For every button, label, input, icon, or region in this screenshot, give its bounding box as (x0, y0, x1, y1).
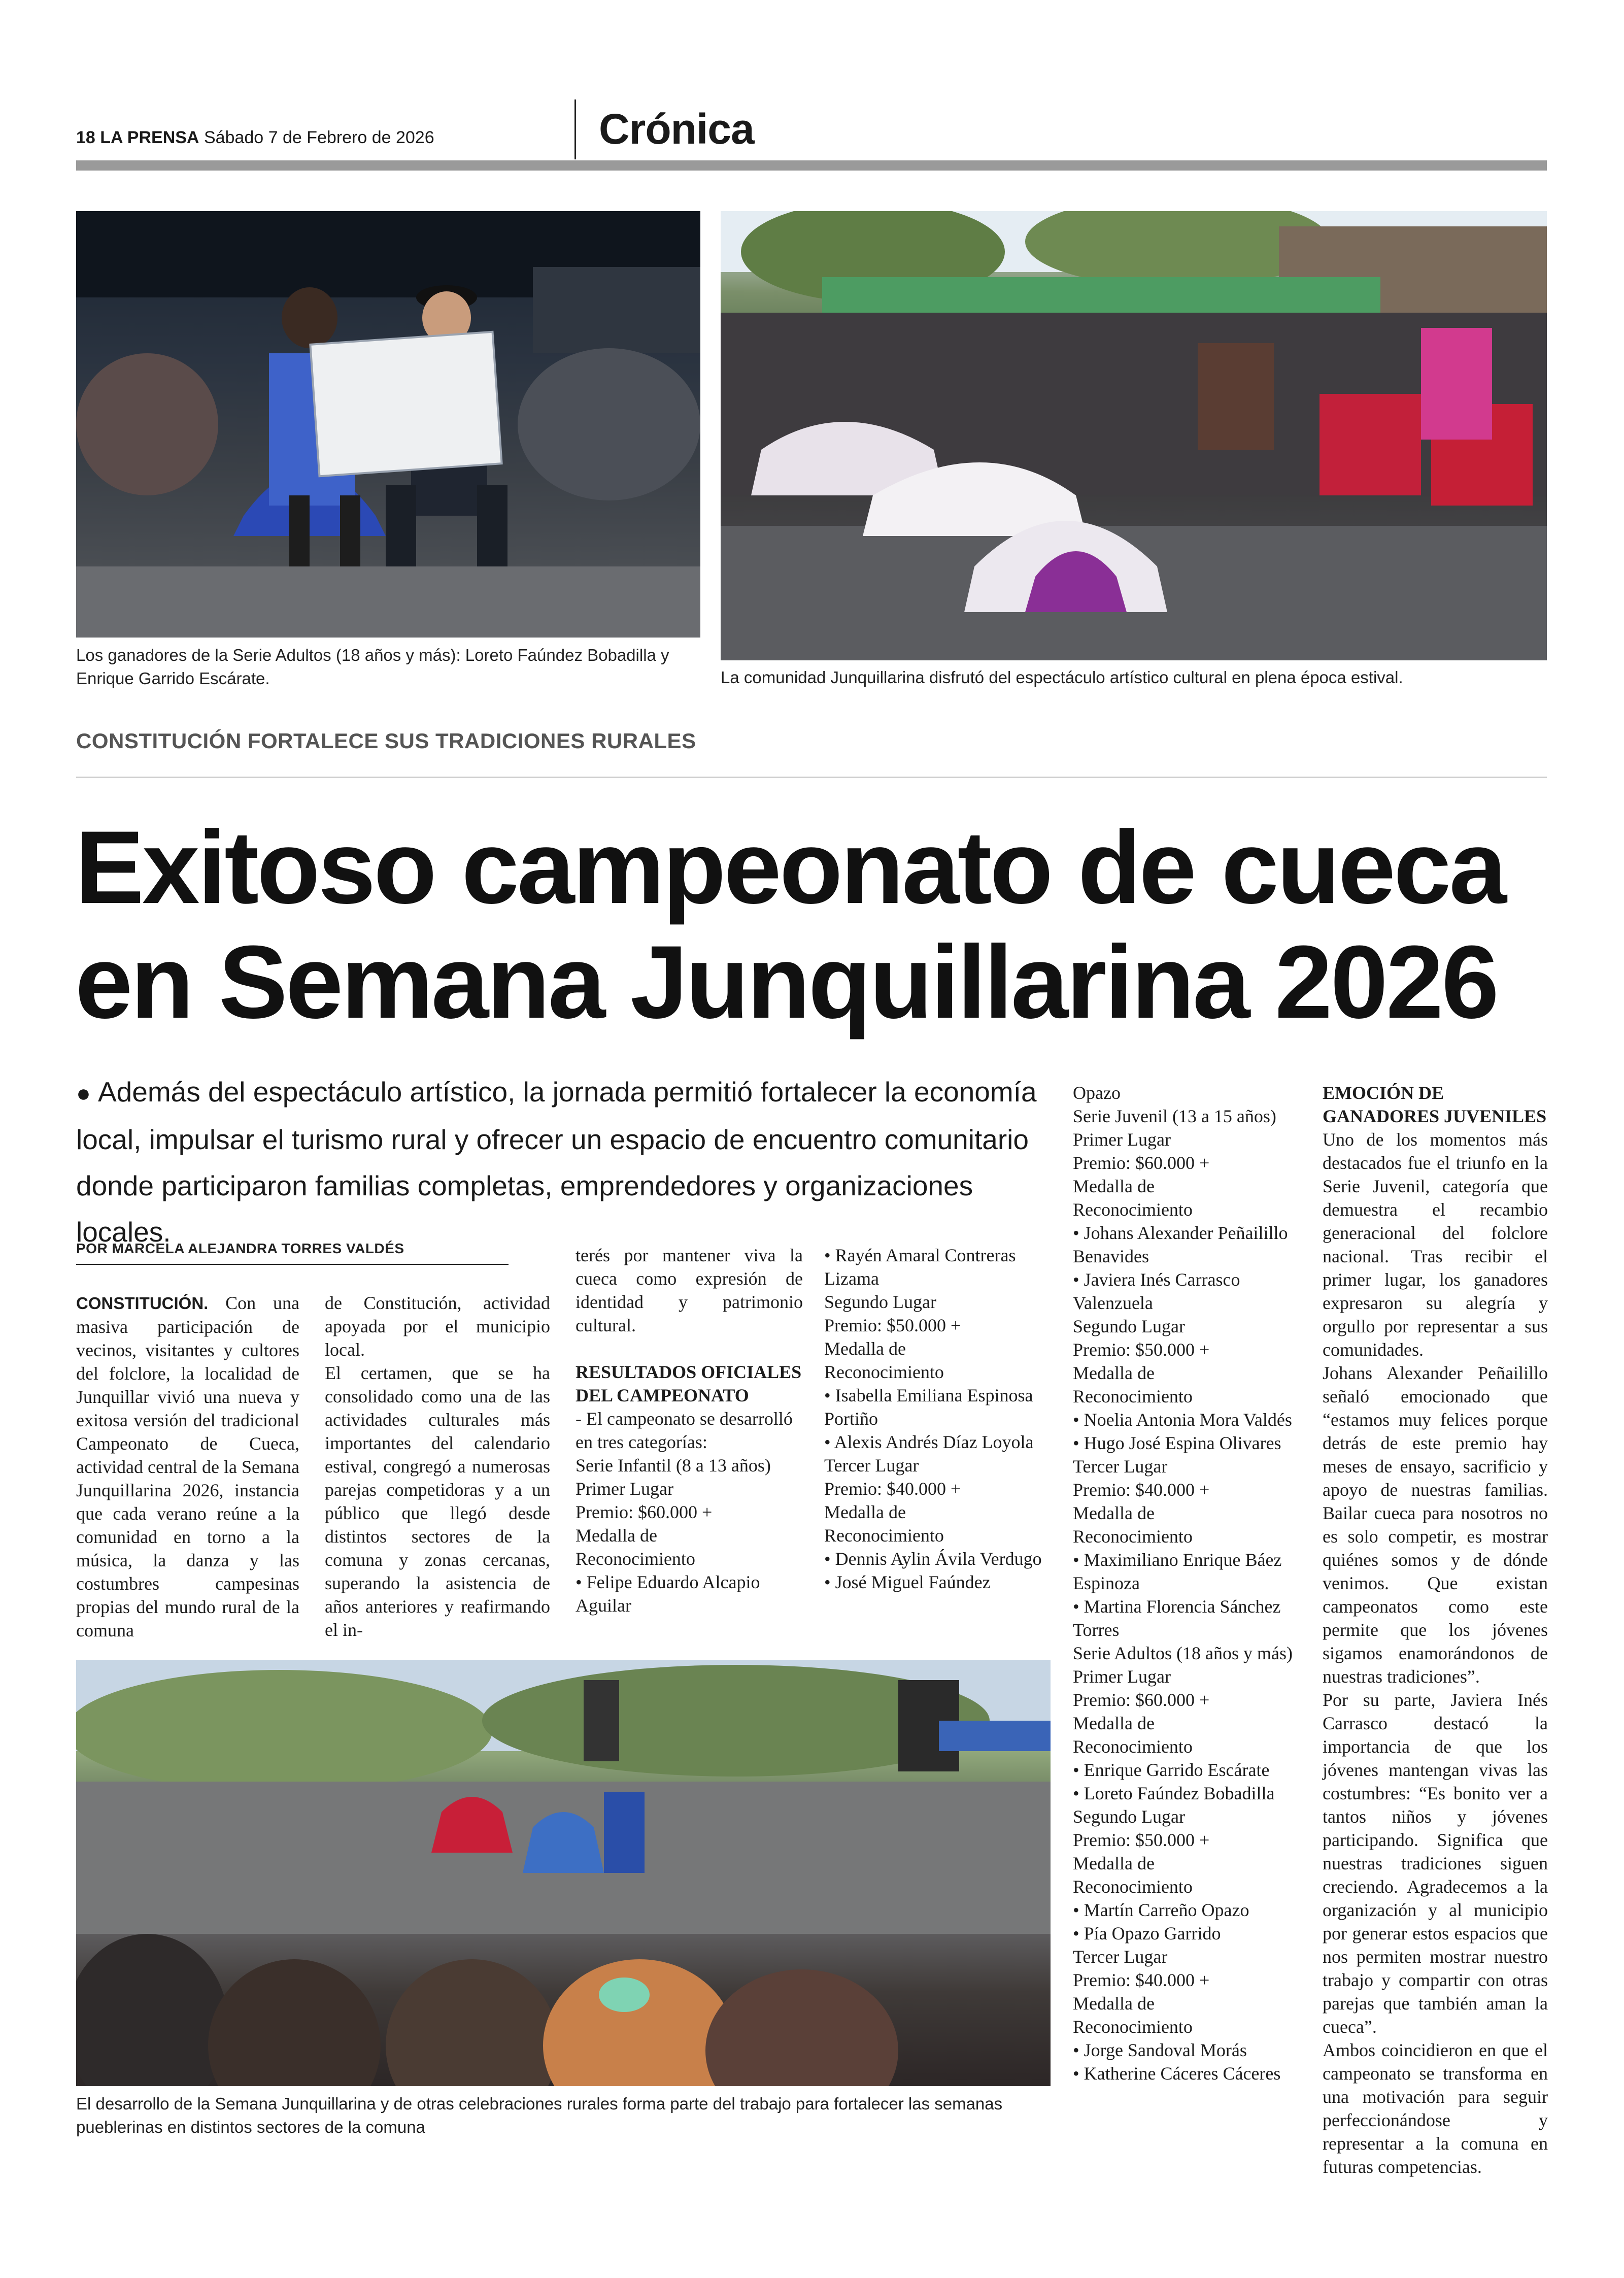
publication-date: Sábado 7 de Febrero de 2026 (204, 128, 434, 147)
photo-community (721, 211, 1547, 660)
headline-line-1: Exitoso campeonato de cueca (75, 810, 1505, 925)
results-line: Medalla de (1073, 1853, 1155, 1873)
results-line: Premio: $60.000 + (576, 1502, 713, 1522)
results-line: Serie Juvenil (13 a 15 años) (1073, 1106, 1276, 1126)
results-line: Reconocimiento (824, 1362, 944, 1382)
results-line: Segundo Lugar (1073, 1806, 1185, 1827)
results-line: • Hugo José Espina Olivares (1073, 1433, 1281, 1453)
results-line: Primer Lugar (1073, 1129, 1171, 1150)
results-line: • José Miguel Faúndez (824, 1572, 991, 1592)
photo-winners-caption: Los ganadores de la Serie Adultos (18 años y más): Loreto Faúndez Bobadilla y Enrique Garrido Escárate. (76, 646, 669, 688)
results-line: Tercer Lugar (824, 1455, 919, 1476)
results-line: • Martina Florencia Sánchez Torres (1073, 1596, 1281, 1640)
results-line: Premio: $50.000 + (824, 1315, 961, 1335)
results-line: Opazo (1073, 1083, 1121, 1103)
results-line: • Dennis Aylin Ávila Verdugo (824, 1549, 1042, 1569)
page-number: 18 (76, 128, 95, 147)
headline-line-2: en Semana Junquillarina 2026 (75, 924, 1497, 1040)
byline-rule (76, 1264, 509, 1265)
juvenile-paragraph-4: Ambos coincidieron en que el campeonato se transforma en una motivación para seguir perfeccionándose y representar a la comuna en futuras competencias. (1323, 2040, 1548, 2177)
body-paragraph-3: El certamen, que se ha consolidado como una de las actividades culturales más importantes del calendario estival, congregó a numerosas parejas competidoras y a un público que llegó desde distintos sectores de la comuna y zonas cercanas, superando la asistencia de años anteriores y reafirmando el in- (325, 1363, 550, 1640)
body-column-3 (576, 1244, 803, 1617)
results-line: • Maximiliano Enrique Báez Espinoza (1073, 1550, 1282, 1593)
results-line: Reconocimiento (1073, 1736, 1193, 1757)
results-intro: - El campeonato se desarrolló en tres categorías: (576, 1409, 793, 1452)
results-line: Medalla de (1073, 1503, 1155, 1523)
results-line: Medalla de (1073, 1176, 1155, 1196)
results-line: Reconocimiento (1073, 2017, 1193, 2037)
section-title: Crónica (599, 105, 754, 153)
results-line: Reconocimiento (824, 1525, 944, 1546)
results-line: • Katherine Cáceres Cáceres (1073, 2063, 1281, 2084)
results-line: Medalla de (1073, 1993, 1155, 2014)
results-line: • Javiera Inés Carrasco Valenzuela (1073, 1269, 1240, 1313)
results-line: Tercer Lugar (1073, 1456, 1168, 1477)
results-line: Reconocimiento (1073, 1877, 1193, 1897)
results-line: • Rayén Amaral Contreras Lizama (824, 1245, 1016, 1289)
results-line: Premio: $60.000 + (1073, 1690, 1210, 1710)
article-lead (76, 1069, 1040, 1255)
results-line: Serie Infantil (8 a 13 años) (576, 1455, 771, 1476)
photo-street-dance-illustration (76, 1660, 1051, 2086)
results-list-part-3 (1073, 1081, 1311, 2085)
results-line: • Pía Opazo Garrido (1073, 1923, 1221, 1944)
body-paragraph-2: de Constitución, actividad apoyada por el municipio local. (325, 1293, 550, 1360)
results-line: Medalla de (1073, 1713, 1155, 1733)
results-line: Medalla de (824, 1338, 906, 1359)
body-column-6 (1323, 1081, 1548, 2179)
results-line: • Alexis Andrés Díaz Loyola (824, 1432, 1034, 1452)
publication-name: LA PRENSA (100, 128, 199, 147)
kicker-rule (76, 777, 1547, 778)
header-rule (76, 160, 1547, 171)
results-line: • Loreto Faúndez Bobadilla (1073, 1783, 1275, 1803)
body-paragraph-4: terés por mantener viva la cueca como expresión de identidad y patrimonio cultural. (576, 1245, 803, 1335)
article-headline (75, 810, 1547, 1040)
results-line: • Isabella Emiliana Espinosa Portiño (824, 1385, 1033, 1429)
juvenile-paragraph-3: Por su parte, Javiera Inés Carrasco destacó la importancia de que los jóvenes mantengan vivas las costumbres: “Es bonito ver a tantos niños y jóvenes participando. Significa que nuestras tradiciones siguen creciendo. Agradecemos a la organización y al municipio por generar estos espacios que nos permiten mostrar nuestro trabajo y compartir con otras parejas que también aman la cueca”. (1323, 1690, 1548, 2037)
results-line: Medalla de (1073, 1363, 1155, 1383)
body-column-2 (325, 1291, 550, 1642)
juvenile-paragraph-2: Johans Alexander Peñailillo señaló emocionado que “estamos muy felices porque detrás de este premio hay meses de ensayo, sacrificio y apoyo de nuestras familias. Bailar cueca para nosotros no es solo competir, es mostrar quiénes somos y de dónde venimos. Que existan campeonatos como este permite que los jóvenes sigamos enamorándonos de nuestras tradiciones”. (1323, 1363, 1548, 1687)
page-header-meta (76, 128, 434, 148)
results-line: • Jorge Sandoval Morás (1073, 2040, 1247, 2060)
results-line: Medalla de (824, 1502, 906, 1522)
results-line: Reconocimiento (1073, 1386, 1193, 1406)
results-line: • Johans Alexander Peñailillo Benavides (1073, 1223, 1288, 1266)
results-line: • Felipe Eduardo Alcapio Aguilar (576, 1572, 760, 1616)
results-line: Premio: $40.000 + (824, 1479, 961, 1499)
results-line: Serie Adultos (18 años y más) (1073, 1643, 1293, 1663)
results-line: Primer Lugar (576, 1479, 673, 1499)
body-column-4 (824, 1244, 1058, 1594)
results-list-part-1 (576, 1454, 803, 1617)
lead-bullet-icon: ● (76, 1080, 91, 1107)
results-line: Premio: $50.000 + (1073, 1339, 1210, 1360)
photo-street-dance-caption: El desarrollo de la Semana Junquillarina y de otras celebraciones rurales forma parte del trabajo para fortalecer las semanas pueblerinas en distintos sectores de la comuna (76, 2094, 1003, 2136)
photo-community-caption: La comunidad Junquillarina disfrutó del espectáculo artístico cultural en plena época estival. (721, 668, 1403, 687)
results-line: Premio: $40.000 + (1073, 1480, 1210, 1500)
header-divider (574, 99, 576, 159)
body-column-5 (1073, 1081, 1311, 2085)
results-line: Tercer Lugar (1073, 1947, 1168, 1967)
results-line: • Noelia Antonia Mora Valdés (1073, 1410, 1292, 1430)
results-list-part-2 (824, 1244, 1058, 1594)
article-byline: POR MARCELA ALEJANDRA TORRES VALDÉS (76, 1241, 404, 1256)
photo-winners-illustration (76, 211, 700, 638)
results-line: Segundo Lugar (1073, 1316, 1185, 1336)
results-line: Primer Lugar (1073, 1666, 1171, 1687)
body-paragraph-1: Con una masiva participación de vecinos, visitantes y cultores del folclore, la localidad de Junquillar vivió una nueva y exitosa versión del tradicional Campeonato de Cueca, actividad central de la Semana Junquillarina 2026, instancia que cada verano reúne a la comunidad en torno a la música, la danza y las costumbres campesinas propias del mundo rural de la comuna (76, 1293, 299, 1640)
results-line: Reconocimiento (1073, 1526, 1193, 1547)
results-line: Medalla de (576, 1525, 657, 1546)
results-line: • Martín Carreño Opazo (1073, 1900, 1249, 1920)
photo-winners (76, 211, 700, 638)
results-line: Reconocimiento (1073, 1199, 1193, 1220)
results-line: Premio: $60.000 + (1073, 1153, 1210, 1173)
results-line: Segundo Lugar (824, 1292, 936, 1312)
article-kicker: CONSTITUCIÓN FORTALECE SUS TRADICIONES RURALES (76, 729, 696, 753)
juvenile-paragraph-1: Uno de los momentos más destacados fue el triunfo en la Serie Juvenil, categoría que demuestra el recambio generacional del folclore nacional. Tras recibir el primer lugar, los ganadores expresaron su alegría y orgullo por representar a sus comunidades. (1323, 1129, 1548, 1360)
results-line: • Enrique Garrido Escárate (1073, 1760, 1270, 1780)
results-line: Premio: $50.000 + (1073, 1830, 1210, 1850)
results-line: Premio: $40.000 + (1073, 1970, 1210, 1990)
article-dateline: CONSTITUCIÓN. (76, 1294, 209, 1313)
results-heading: RESULTADOS OFICIALES DEL CAMPEONATO (576, 1362, 802, 1405)
juvenile-section-heading: EMOCIÓN DE GANADORES JUVENILES (1323, 1083, 1547, 1126)
results-line: Reconocimiento (576, 1549, 695, 1569)
body-column-1 (76, 1291, 299, 1642)
lead-text: Además del espectáculo artístico, la jornada permitió fortalecer la economía local, impulsar el turismo rural y ofrecer un espacio de encuentro comunitario donde participaron familias completas, emprendedores y organizaciones locales. (76, 1076, 1037, 1248)
photo-street-dance (76, 1660, 1051, 2086)
photo-community-illustration (721, 211, 1547, 660)
